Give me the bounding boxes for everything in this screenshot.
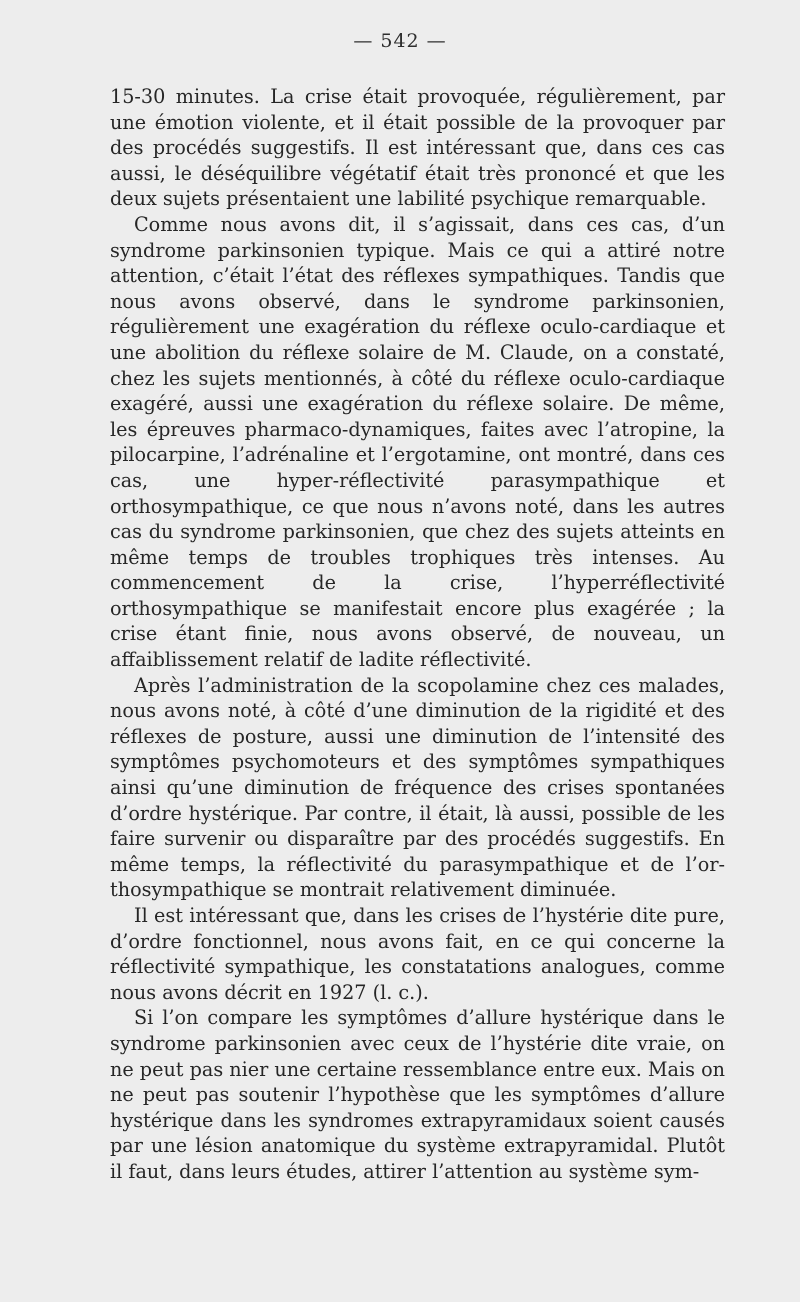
paragraph-1: 15-30 minutes. La crise était provoquée, régulièrement, par une émotion violente, et il était possible de la provoquer par des procédés suggestifs. Il est intéressant que, dans ces cas aussi, le déséquilibre végétatif était très prononcé et que les deux sujets présentaient une labilité psychique remarquable. [110, 85, 725, 211]
paragraph-4: Il est intéressant que, dans les crises de l’hystérie dite pure, d’ordre fonctionnel, nous avons fait, en ce qui concerne la réflectivité sympathique, les constatations analogues, comme nous avons décrit en 1927 (l. c.). [110, 904, 725, 1004]
page-number: — 542 — [353, 30, 447, 52]
paragraph-5: Si l’on compare les symptômes d’allure hystérique dans le syndrome parkinsonien avec ceux de l’hystérie dite vraie, on ne peut pas nier une certaine ressemblance entre eux. Mais on ne peut pas soutenir l’hypothèse que les symptômes d’allure hystérique dans les syndromes extrapyramidaux soient causés par une lésion anatomique du système extrapyramidal. Plutôt il faut, dans leurs études, attirer l’attention au système sym- [110, 1006, 725, 1183]
paragraph-2: Comme nous avons dit, il s’agissait, dans ces cas, d’un syndrome parkinsonien typique. Mais ce qui a attiré notre attention, c’était l’état des réflexes sympathiques. Tandis que nous avons observé, dans le syndrome parkinsonien, régulièrement une exagération du réflexe oculo-cardiaque et une abolition du réflexe solaire de M. Claude, on a constaté, chez les sujets mentionnés, à côté du réflexe oculo-cardiaque exagéré, aussi une exagération du réflexe solaire. De même, les épreuves pharmaco-dynamiques, faites avec l’atropine, la pilocarpine, l’adrénaline et l’ergotamine, ont montré, dans ces cas, une hyper-réflectivité parasympathique et orthosympathique, ce que nous n’avons noté, dans les autres cas du syndrome parkinsonien, que chez des sujets atteints en même temps de troubles trophiques très intenses. Au commencement de la crise, l’hyperréflectivité orthosympathique se manifestait encore plus exagérée ; la crise étant finie, nous avons observé, de nouveau, un affaiblissement relatif de ladite réflectivité. [110, 212, 725, 672]
body-text [110, 84, 725, 1185]
paragraph-3: Après l’administration de la scopolamine chez ces malades, nous avons noté, à côté d’une diminution de la rigidité et des réflexes de posture, aussi une diminution de l’intensité des symptômes psychomoteurs et des symptômes sympathiques ainsi qu’une diminution de fréquence des crises spontanées d’ordre hystérique. Par contre, il était, là aussi, possible de les faire survenir ou disparaître par des procédés suggestifs. En même temps, la réflectivité du parasympathique et de l’orthosympathique se montrait relativement diminuée. [110, 673, 725, 902]
